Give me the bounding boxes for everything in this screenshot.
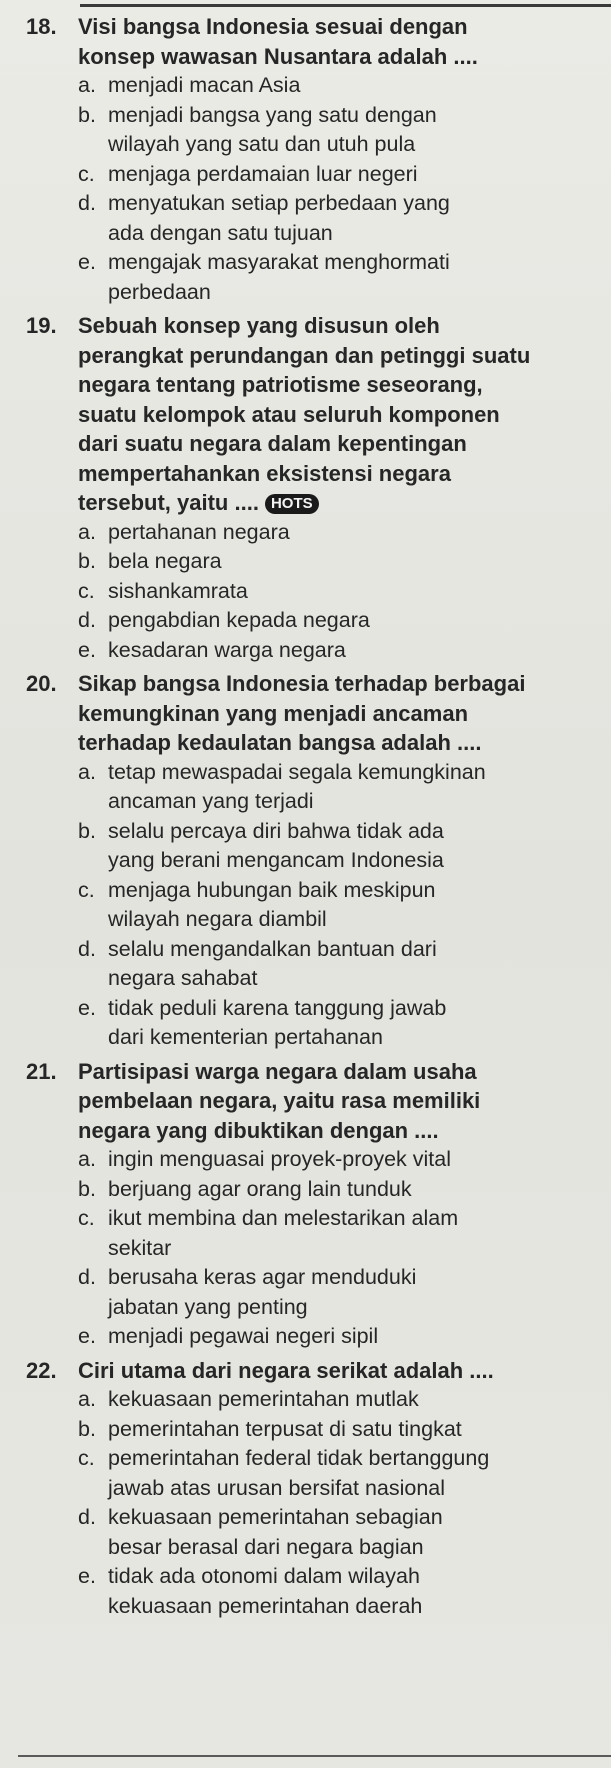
question-text — [78, 311, 603, 341]
question-stem-line — [0, 699, 611, 729]
option-letter: c. — [78, 877, 95, 902]
answer-option-c — [0, 905, 611, 935]
question-stem-line — [0, 1086, 611, 1116]
question-number — [26, 728, 78, 758]
option-text: ada dengan satu tujuan — [108, 220, 333, 245]
answer-option-b — [0, 1415, 611, 1445]
option-letter: d. — [78, 191, 96, 215]
question-text-content: Ciri utama dari negara serikat adalah .... — [78, 1357, 494, 1383]
option-text: tidak peduli karena tanggung jawab — [108, 995, 447, 1020]
question-text-content: kemungkinan yang menjadi ancaman — [78, 700, 469, 726]
option-text: kekuasaan pemerintahan mutlak — [108, 1387, 419, 1411]
question-text — [78, 42, 603, 72]
question-stem-line — [0, 429, 611, 459]
answer-option-a — [0, 71, 611, 101]
option-letter: a. — [78, 519, 96, 544]
option-text: pertahanan negara — [108, 519, 290, 544]
option-text: kesadaran warga negara — [108, 637, 346, 662]
question-list — [0, 12, 611, 1625]
question-number: 20. — [26, 671, 57, 696]
question-text — [78, 699, 603, 729]
question-text — [78, 400, 603, 430]
answer-options — [0, 758, 611, 1053]
option-text: yang berani mengancam Indonesia — [108, 848, 444, 872]
question-stem-line — [0, 488, 611, 518]
hots-badge: HOTS — [265, 494, 319, 514]
answer-option-e — [0, 1023, 611, 1053]
answer-option-c — [0, 876, 611, 906]
question-number — [26, 459, 78, 489]
option-letter: b. — [78, 1176, 96, 1201]
answer-option-c — [0, 577, 611, 607]
option-text: selalu mengandalkan bantuan dari — [108, 936, 437, 961]
option-text: pemerintahan terpusat di satu tingkat — [108, 1416, 462, 1441]
question-text-content: perangkat perundangan dan petinggi suatu — [78, 342, 531, 368]
answer-option-a — [0, 758, 611, 788]
option-letter: b. — [78, 1416, 96, 1441]
option-text: wilayah yang satu dan utuh pula — [108, 132, 416, 156]
option-text: menyatukan setiap perbedaan yang — [108, 191, 450, 215]
question-text-content: pembelaan negara, yaitu rasa memiliki — [78, 1088, 481, 1113]
answer-option-d — [0, 1533, 611, 1563]
question-text — [78, 1057, 603, 1087]
answer-option-a — [0, 1145, 611, 1175]
answer-option-e — [0, 248, 611, 278]
option-text: tetap mewaspadai segala kemungkinan — [108, 759, 486, 784]
option-text: berusaha keras agar menduduki — [108, 1265, 417, 1289]
question-stem-line — [0, 728, 611, 758]
option-letter: d. — [78, 1505, 96, 1529]
question-text-content: tersebut, yaitu .... — [78, 490, 259, 515]
option-letter — [78, 1474, 108, 1504]
question-stem-line — [0, 12, 611, 42]
question-stem-line — [0, 341, 611, 371]
question-text-content: Partisipasi warga negara dalam usaha — [78, 1058, 477, 1084]
answer-option-b — [0, 817, 611, 847]
question-text-content: negara yang dibuktikan dengan .... — [78, 1117, 439, 1143]
option-text: menjaga hubungan baik meskipun — [108, 877, 436, 902]
answer-option-a — [0, 787, 611, 817]
question-text — [78, 341, 603, 371]
option-letter: e. — [78, 1564, 96, 1588]
option-letter — [78, 787, 108, 817]
option-letter: d. — [78, 1265, 96, 1289]
answer-option-b — [0, 101, 611, 131]
answer-options — [0, 1145, 611, 1352]
option-text: dari kementerian pertahanan — [108, 1025, 383, 1049]
question-18 — [0, 12, 611, 307]
answer-option-b — [0, 547, 611, 577]
answer-option-d — [0, 935, 611, 965]
answer-options — [0, 1385, 611, 1621]
question-text — [78, 429, 603, 459]
option-letter — [78, 278, 108, 308]
option-text: pengabdian kepada negara — [108, 608, 370, 632]
question-text-content: negara tentang patriotisme seseorang, — [78, 372, 483, 397]
answer-options — [0, 71, 611, 307]
question-number — [26, 42, 78, 72]
question-number — [26, 699, 78, 729]
answer-option-c — [0, 1444, 611, 1474]
option-letter: d. — [78, 608, 96, 632]
option-letter: a. — [78, 1387, 96, 1411]
answer-options — [0, 518, 611, 666]
question-stem-line — [0, 311, 611, 341]
question-number: 19. — [26, 313, 57, 338]
answer-option-d — [0, 1263, 611, 1293]
answer-option-e — [0, 1562, 611, 1592]
answer-option-e — [0, 278, 611, 308]
answer-option-b — [0, 846, 611, 876]
question-text-content: Sikap bangsa Indonesia terhadap berbagai — [78, 671, 526, 696]
option-letter: e. — [78, 250, 96, 274]
answer-option-a — [0, 1385, 611, 1415]
option-letter: b. — [78, 549, 96, 573]
option-text: sishankamrata — [108, 578, 248, 603]
option-letter: e. — [78, 637, 96, 662]
answer-option-d — [0, 964, 611, 994]
option-letter: d. — [78, 936, 96, 961]
answer-option-e — [0, 994, 611, 1024]
option-letter — [78, 1234, 108, 1264]
option-text: selalu percaya diri bahwa tidak ada — [108, 818, 444, 843]
question-number — [26, 341, 78, 371]
option-text: ingin menguasai proyek-proyek vital — [108, 1147, 451, 1171]
option-text: jawab atas urusan bersifat nasional — [108, 1475, 446, 1500]
option-text: perbedaan — [108, 279, 211, 304]
option-letter: a. — [78, 759, 96, 784]
option-letter: e. — [78, 995, 96, 1020]
question-stem-line — [0, 42, 611, 72]
option-text: negara sahabat — [108, 966, 258, 990]
question-22 — [0, 1356, 611, 1622]
option-letter: a. — [78, 1147, 96, 1171]
option-text: sekitar — [108, 1235, 172, 1260]
question-stem-line — [0, 669, 611, 699]
option-letter — [78, 964, 108, 994]
option-letter — [78, 1293, 108, 1323]
option-letter: c. — [78, 1446, 95, 1470]
option-letter: c. — [78, 1206, 95, 1230]
question-20 — [0, 669, 611, 1053]
answer-option-d — [0, 219, 611, 249]
option-text: bela negara — [108, 549, 222, 573]
question-number: 22. — [26, 1357, 57, 1383]
question-number — [26, 488, 78, 518]
answer-option-d — [0, 189, 611, 219]
option-text: kekuasaan pemerintahan sebagian — [108, 1505, 443, 1529]
question-number: 21. — [26, 1058, 57, 1084]
option-letter — [78, 1533, 108, 1563]
answer-option-d — [0, 606, 611, 636]
question-number: 18. — [26, 14, 57, 39]
question-spacer — [0, 1621, 611, 1625]
option-text: berjuang agar orang lain tunduk — [108, 1176, 412, 1201]
question-text-content: dari suatu negara dalam kepentingan — [78, 431, 467, 456]
question-text-content: konsep wawasan Nusantara adalah .... — [78, 43, 478, 69]
question-stem-line — [0, 1057, 611, 1087]
question-text-content: mempertahankan eksistensi negara — [78, 460, 451, 486]
option-letter — [78, 130, 108, 160]
question-stem-line — [0, 1116, 611, 1146]
question-text-content: terhadap kedaulatan bangsa adalah .... — [78, 730, 482, 755]
option-letter: b. — [78, 818, 96, 843]
question-text — [78, 370, 603, 400]
answer-option-e — [0, 636, 611, 666]
option-text: menjaga perdamaian luar negeri — [108, 161, 418, 186]
answer-option-a — [0, 518, 611, 548]
option-text: menjadi bangsa yang satu dengan — [108, 102, 437, 127]
option-text: ancaman yang terjadi — [108, 789, 314, 813]
question-number — [26, 429, 78, 459]
question-text — [78, 488, 603, 518]
question-number — [26, 1086, 78, 1116]
option-letter: c. — [78, 161, 95, 186]
top-rule — [80, 4, 611, 7]
option-text: pemerintahan federal tidak bertanggung — [108, 1446, 490, 1470]
answer-option-e — [0, 1592, 611, 1622]
option-letter: b. — [78, 102, 96, 127]
answer-option-d — [0, 1503, 611, 1533]
question-text-content: suatu kelompok atau seluruh komponen — [78, 401, 500, 427]
question-number — [26, 370, 78, 400]
question-text — [78, 669, 603, 699]
option-letter — [78, 905, 108, 935]
option-text: mengajak masyarakat menghormati — [108, 250, 450, 274]
option-letter: a. — [78, 73, 96, 97]
question-text-content: Sebuah konsep yang disusun oleh — [78, 313, 440, 338]
question-number — [26, 1116, 78, 1146]
bottom-rule — [18, 1755, 611, 1757]
answer-option-b — [0, 130, 611, 160]
answer-option-b — [0, 1175, 611, 1205]
option-text: wilayah negara diambil — [108, 907, 327, 931]
question-19 — [0, 311, 611, 665]
question-stem-line — [0, 400, 611, 430]
question-text — [78, 459, 603, 489]
option-text: jabatan yang penting — [108, 1294, 308, 1319]
question-21 — [0, 1057, 611, 1352]
option-letter — [78, 846, 108, 876]
option-letter — [78, 1592, 108, 1622]
option-text: ikut membina dan melestarikan alam — [108, 1206, 459, 1230]
question-stem-line — [0, 370, 611, 400]
answer-option-e — [0, 1322, 611, 1352]
answer-option-c — [0, 1474, 611, 1504]
option-letter — [78, 219, 108, 249]
option-text: besar berasal dari negara bagian — [108, 1534, 424, 1559]
answer-option-c — [0, 160, 611, 190]
option-text: tidak ada otonomi dalam wilayah — [108, 1564, 420, 1588]
answer-option-c — [0, 1204, 611, 1234]
answer-option-c — [0, 1234, 611, 1264]
option-text: kekuasaan pemerintahan daerah — [108, 1593, 423, 1618]
question-text — [78, 1086, 603, 1116]
question-text — [78, 1356, 603, 1386]
question-text-content: Visi bangsa Indonesia sesuai dengan — [78, 14, 468, 39]
option-text: menjadi pegawai negeri sipil — [108, 1324, 379, 1348]
question-stem-line — [0, 1356, 611, 1386]
option-letter — [78, 1023, 108, 1053]
question-stem-line — [0, 459, 611, 489]
option-letter: c. — [78, 578, 95, 603]
option-letter: e. — [78, 1324, 96, 1348]
question-text — [78, 728, 603, 758]
option-text: menjadi macan Asia — [108, 73, 301, 97]
answer-option-d — [0, 1293, 611, 1323]
question-number — [26, 400, 78, 430]
question-text — [78, 12, 603, 42]
question-text — [78, 1116, 603, 1146]
